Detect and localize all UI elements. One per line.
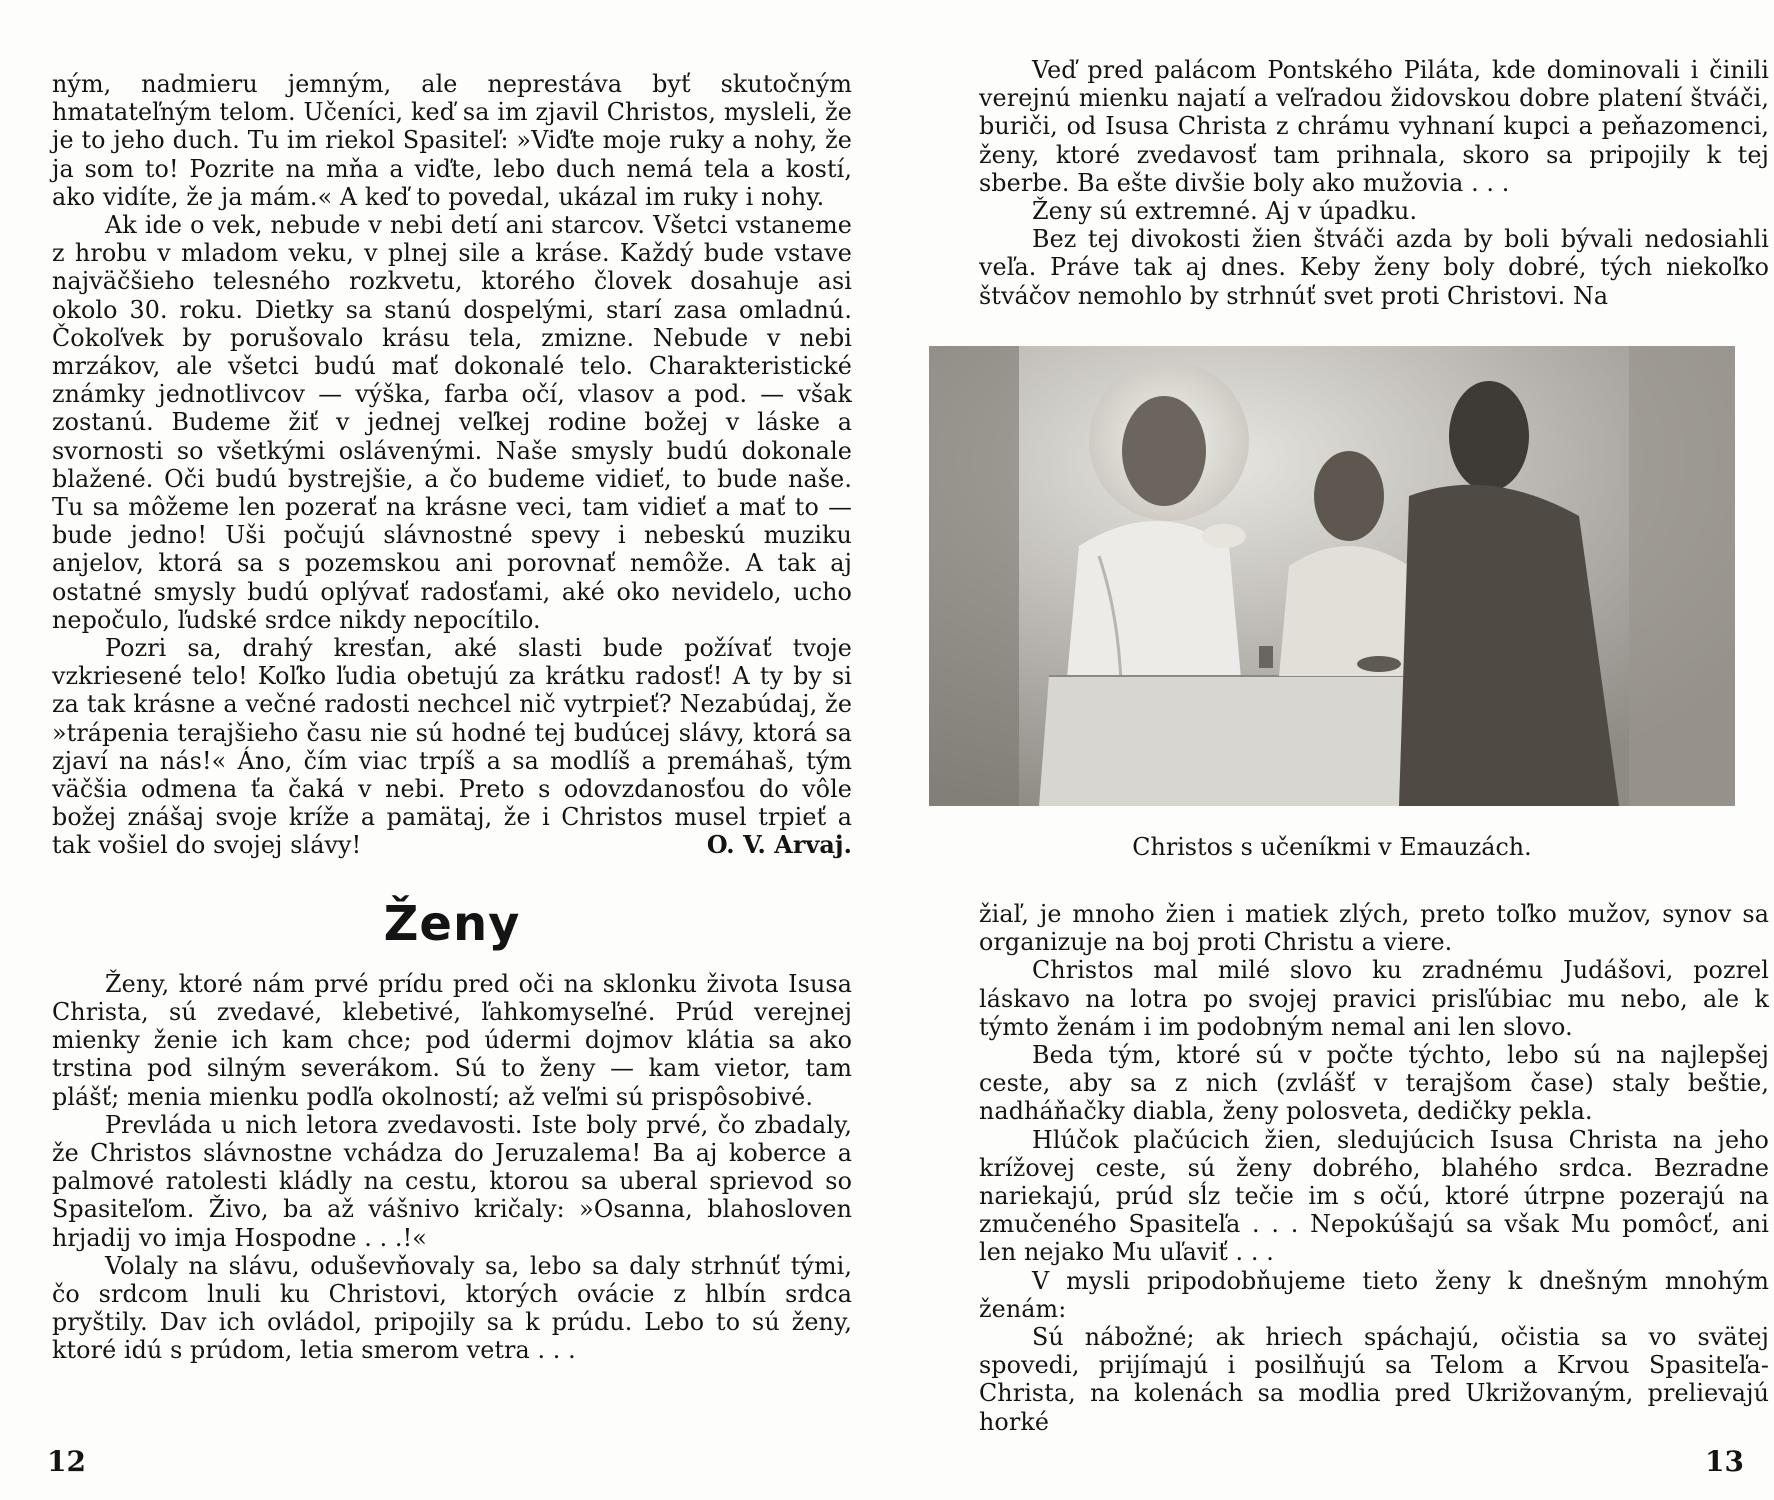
paragraph: V mysli pripodobňujeme tieto ženy k dnešným mnohým ženám: — [979, 1266, 1769, 1323]
illustration-drawing — [929, 346, 1735, 806]
illustration-caption: Christos s učeníkmi v Emauzách. — [1132, 833, 1532, 861]
paragraph: Ženy sú extremné. Aj v úpadku. — [1032, 197, 1418, 226]
article-title: Ženy — [383, 895, 521, 952]
illustration-christ-emmaus — [929, 346, 1735, 806]
paragraph: Bez tej divokosti žien štváči azda by boli bývali nedosiahli veľa. Práve tak aj dnes. Keby ženy boly dobré, tých niekoľko štváčov nemohlo by strhnúť svet proti Christovi. Na — [979, 225, 1769, 310]
paragraph: Sú nábožné; ak hriech spáchajú, očistia sa vo svätej spovedi, prijímajú i posilňujú sa Telom a Krvou Spasiteľa-Christa, na kolenách sa modlia pred Ukrižovaným, prelievajú horké — [979, 1323, 1769, 1436]
left-page — [0, 0, 880, 1500]
left-text-column — [52, 70, 852, 1365]
right-text-column-top — [979, 56, 1769, 310]
right-page — [887, 0, 1774, 1500]
paragraph: Ženy, ktoré nám prvé prídu pred oči na sklonku života Isusa Christa, sú zvedavé, klebetivé, ľahkomyseľné. Prúd verejnej mienky ženie ich kam chce; pod údermi dojmov klátia sa ako trstina pod silným severákom. Sú to ženy — kam vietor, tam plášť; menia mienku podľa okolností; až veľmi sú prispôsobivé. — [52, 969, 852, 1111]
paragraph: Veď pred palácom Pontského Piláta, kde dominovali i činili verejnú mienku najatí a veľradou židovskou dobre platení štváči, buriči, od Isusa Christa z chrámu vyhnaní kupci a peňazomenci, ženy, ktoré zvedavosť tam prihnala, skoro sa pripojily k tej sberbe. Ba ešte divšie boly ako mužovia . . . — [979, 56, 1769, 197]
paragraph: Prevláda u nich letora zvedavosti. Iste boly prvé, čo zbadaly, že Christos slávnostne vchádza do Jeruzalema! Ba aj koberce a palmové ratolesti kládly na cestu, ktorou sa uberal sprievod so Spasiteľom. Živo, ba až vášnivo kričaly: »Osanna, blahosloven hrjadij vo imja Hospodne . . .!« — [52, 1110, 852, 1252]
paragraph: Volaly na slávu, oduševňovaly sa, lebo sa daly strhnúť tými, čo srdcom lnuli ku Christovi, ktorých ovácie z hlbín srdca pryštily. Dav ich ovládol, pripojily sa k prúdu. Lebo to sú ženy, ktoré idú s prúdom, letia smerom vetra . . . — [52, 1251, 852, 1365]
paragraph: žiaľ, je mnoho žien i matiek zlých, preto toľko mužov, synov sa organizuje na boj proti Christu a viere. — [979, 900, 1769, 957]
page-number: 12 — [47, 1445, 86, 1478]
paragraph: Hlúčok plačúcich žien, sledujúcich Isusa Christa na jeho krížovej ceste, sú ženy dobrého, blahého srdca. Bezradne nariekajú, prúd sĺz tečie im s očú, ktoré útrpne pozerajú na zmučeného Spasiteľa . . . Nepokúšajú sa však Mu pomôcť, ani len nejako Mu uľaviť . . . — [979, 1125, 1769, 1267]
paragraph: Christos mal milé slovo ku zradnému Judášovi, pozrel láskavo na lotra po svojej pravici prisľúbiac mu nebo, ale k týmto ženám i im podobným nemal ani len slovo. — [979, 956, 1769, 1041]
author-signature: O. V. Arvaj. — [706, 831, 852, 860]
page-number: 13 — [1705, 1445, 1744, 1478]
paragraph: Ak ide o vek, nebude v nebi detí ani starcov. Všetci vstaneme z hrobu v mladom veku, v plnej sile a kráse. Každý bude vstave najväčšieho telesného rozkvetu, ktorého človek dosahuje asi okolo 30. roku. Dietky sa stanú dospelými, starí zasa omladnú. Čokoľvek by porušovalo krásu tela, zmizne. Nebude v nebi mrzákov, ale všetci budú mať dokonalé telo. Charakteristické známky jednotlivcov — výška, farba očí, vlasov a pod. — však zostanú. Budeme žiť v jednej veľkej rodine božej v láske a svornosti so všetkými oslávenými. Naše smysly budú dokonale blažené. Oči budú bystrejšie, a čo budeme vidieť, to bude naše. Tu sa môžeme len pozerať na krásne veci, tam vidieť a mať to — bude jedno! Uši počujú slávnostné spevy i nebeskú muziku anjelov, ktorá sa s pozemskou ani porovnať nemôže. A tak aj ostatné smysly budú oplývať radosťami, aké oko nevidelo, ucho nepočulo, ľudské srdce nikdy nepocítilo. — [52, 211, 852, 634]
paragraph: ným, nadmieru jemným, ale neprestáva byť skutočným hmatateľným telom. Učeníci, keď sa im zjavil Christos, mysleli, že je to jeho duch. Tu im riekol Spasiteľ: »Viďte moje ruky a nohy, že ja som to! Pozrite na mňa a viďte, lebo duch nemá tela a kostí, ako vidíte, že ja mám.« A keď to povedal, ukázal im ruky i nohy. — [52, 70, 852, 211]
paragraph — [52, 634, 852, 860]
paragraph: Beda tým, ktoré sú v počte týchto, lebo sú na najlepšej ceste, aby sa z nich (zvlášť v terajšom čase) staly beštie, nadháňačky diabla, ženy polosveta, dedičky pekla. — [979, 1041, 1769, 1126]
right-text-column-bottom — [979, 900, 1769, 1436]
paragraph-text: Pozri sa, drahý kresťan, aké slasti bude požívať tvoje vzkriesené telo! Koľko ľudia obetujú za krátku radosť! A ty by si za tak krásne a večné radosti nechcel nič vytrpieť? Nezabúdaj, že »trápenia terajšieho času nie sú hodné tej budúcej slávy, ktorá sa zjaví na nás!« Áno, čím viac trpíš a sa modlíš a premáhaš, tým väčšia odmena ťa čaká v nebi. Preto s odovzdanosťou do vôle božej znášaj svoje kríže a pamätaj, že i Christos musel trpieť a tak vošiel do svojej slávy! — [52, 634, 852, 860]
